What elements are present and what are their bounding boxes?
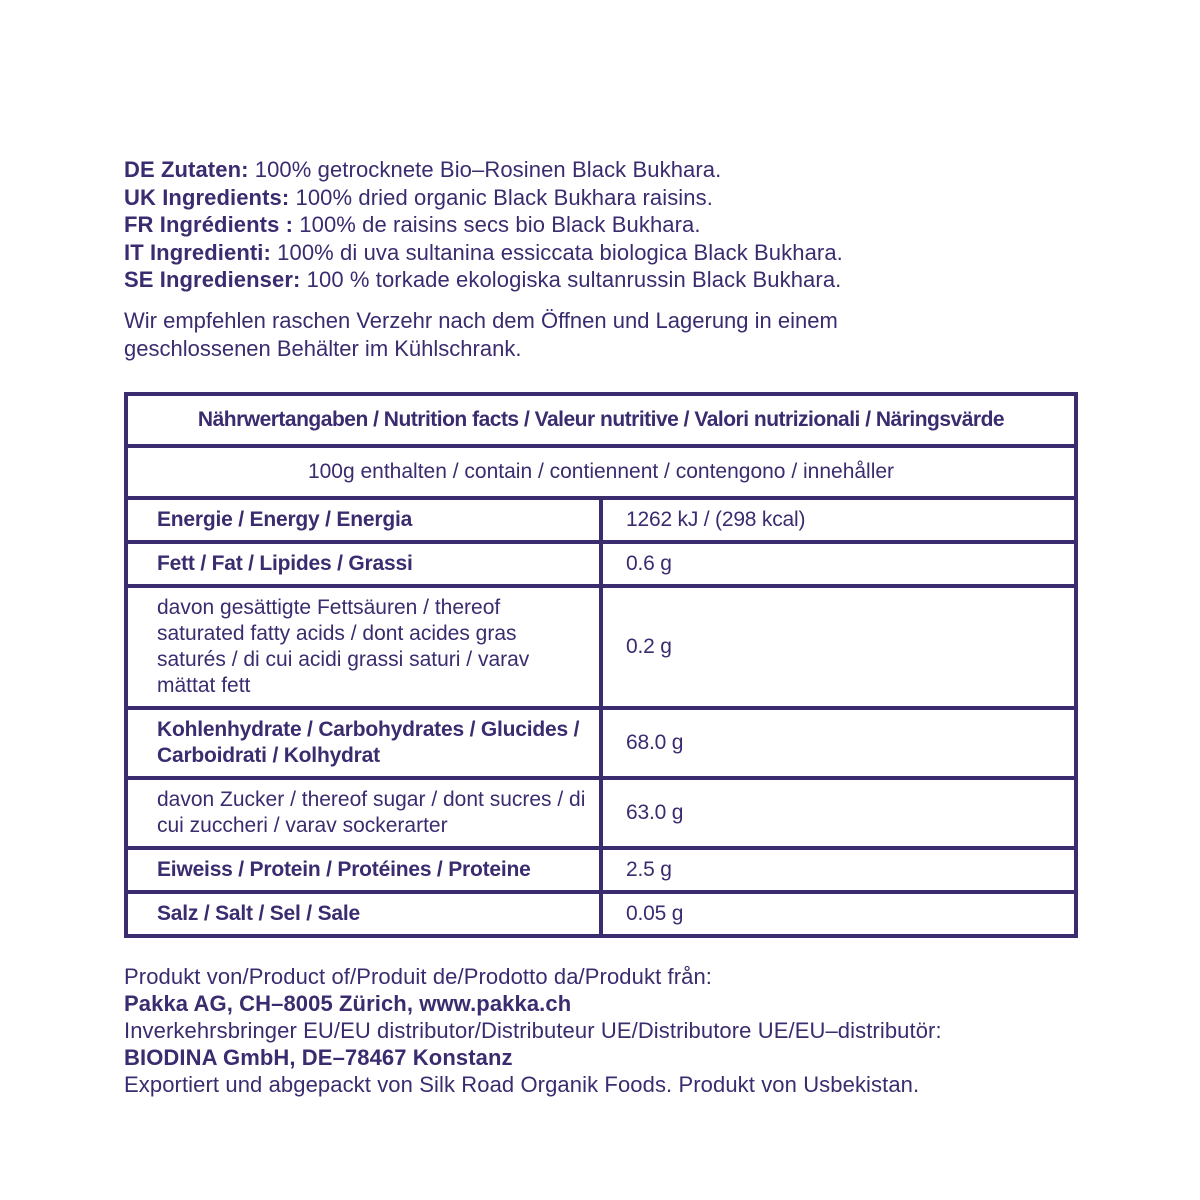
nutrient-label: davon gesättigte Fettsäuren / thereof saturated fatty acids / dont acides gras saturés / di cui acidi grassi saturi / varav mättat fett — [126, 586, 601, 708]
nutrient-value: 0.6 g — [601, 542, 1076, 586]
footer-line: BIODINA GmbH, DE–78467 Konstanz — [124, 1044, 513, 1070]
nutrient-label: davon Zucker / thereof sugar / dont sucres / di cui zuccheri / varav sockerarter — [126, 778, 601, 848]
nutrient-label: Kohlenhydrate / Carbohydrates / Glucides / Carboidrati / Kolhydrat — [126, 708, 601, 778]
nutrition-table-subtitle-row — [126, 446, 1076, 498]
ingredient-line: FR Ingrédients : 100% de raisins secs bio Black Bukhara. — [124, 212, 701, 237]
nutrition-table-title-row — [126, 394, 1076, 446]
nutrition-row — [126, 778, 1076, 848]
nutrient-label: Salz / Salt / Sel / Sale — [126, 892, 601, 936]
footer-line: Produkt von/Product of/Produit de/Prodotto da/Produkt från: — [124, 963, 713, 989]
nutrient-value: 63.0 g — [601, 778, 1076, 848]
ingredient-line: SE Ingredienser: 100 % torkade ekologiska sultanrussin Black Bukhara. — [124, 267, 842, 292]
ingredients-list — [124, 156, 1078, 294]
label-content — [124, 156, 1078, 1098]
nutrition-row — [126, 542, 1076, 586]
nutrient-label: Energie / Energy / Energia — [126, 498, 601, 542]
nutrient-value: 68.0 g — [601, 708, 1076, 778]
footer-line: Inverkehrsbringer EU/EU distributor/Distributeur UE/Distributore UE/EU–distributör: — [124, 1017, 942, 1043]
ingredient-language-prefix: FR Ingrédients : — [124, 212, 294, 237]
ingredient-line: DE Zutaten: 100% getrocknete Bio–Rosinen Black Bukhara. — [124, 157, 722, 182]
nutrient-value: 0.2 g — [601, 586, 1076, 708]
nutrition-table-title: Nährwertangaben / Nutrition facts / Valeur nutritive / Valori nutrizionali / Näringsvärde — [126, 394, 1076, 446]
ingredient-language-prefix: DE Zutaten: — [124, 157, 249, 182]
nutrition-row — [126, 586, 1076, 708]
nutrition-table-subtitle: 100g enthalten / contain / contiennent / contengono / innehåller — [126, 446, 1076, 498]
ingredient-line: UK Ingredients: 100% dried organic Black Bukhara raisins. — [124, 184, 713, 210]
nutrient-value: 2.5 g — [601, 848, 1076, 892]
storage-note: Wir empfehlen raschen Verzehr nach dem Öffnen und Lagerung in einem geschlossenen Behälter im Kühlschrank. — [124, 307, 838, 361]
footer-line: Pakka AG, CH–8005 Zürich, www.pakka.ch — [124, 990, 572, 1016]
ingredient-language-prefix: IT Ingredienti: — [124, 239, 271, 265]
nutrition-row — [126, 498, 1076, 542]
footer-info — [124, 963, 1078, 1098]
ingredient-language-prefix: SE Ingredienser: — [124, 267, 301, 292]
ingredient-line: IT Ingredienti: 100% di uva sultanina essiccata biologica Black Bukhara. — [124, 239, 843, 265]
nutrition-row — [126, 892, 1076, 936]
ingredient-language-prefix: UK Ingredients: — [124, 184, 290, 210]
nutrient-label: Fett / Fat / Lipides / Grassi — [126, 542, 601, 586]
nutrient-label: Eiweiss / Protein / Protéines / Proteine — [126, 848, 601, 892]
nutrient-value: 1262 kJ / (298 kcal) — [601, 498, 1076, 542]
nutrient-value: 0.05 g — [601, 892, 1076, 936]
nutrition-table — [124, 392, 1078, 938]
nutrition-row — [126, 708, 1076, 778]
nutrition-row — [126, 848, 1076, 892]
footer-line: Exportiert und abgepackt von Silk Road Organik Foods. Produkt von Usbekistan. — [124, 1071, 920, 1097]
